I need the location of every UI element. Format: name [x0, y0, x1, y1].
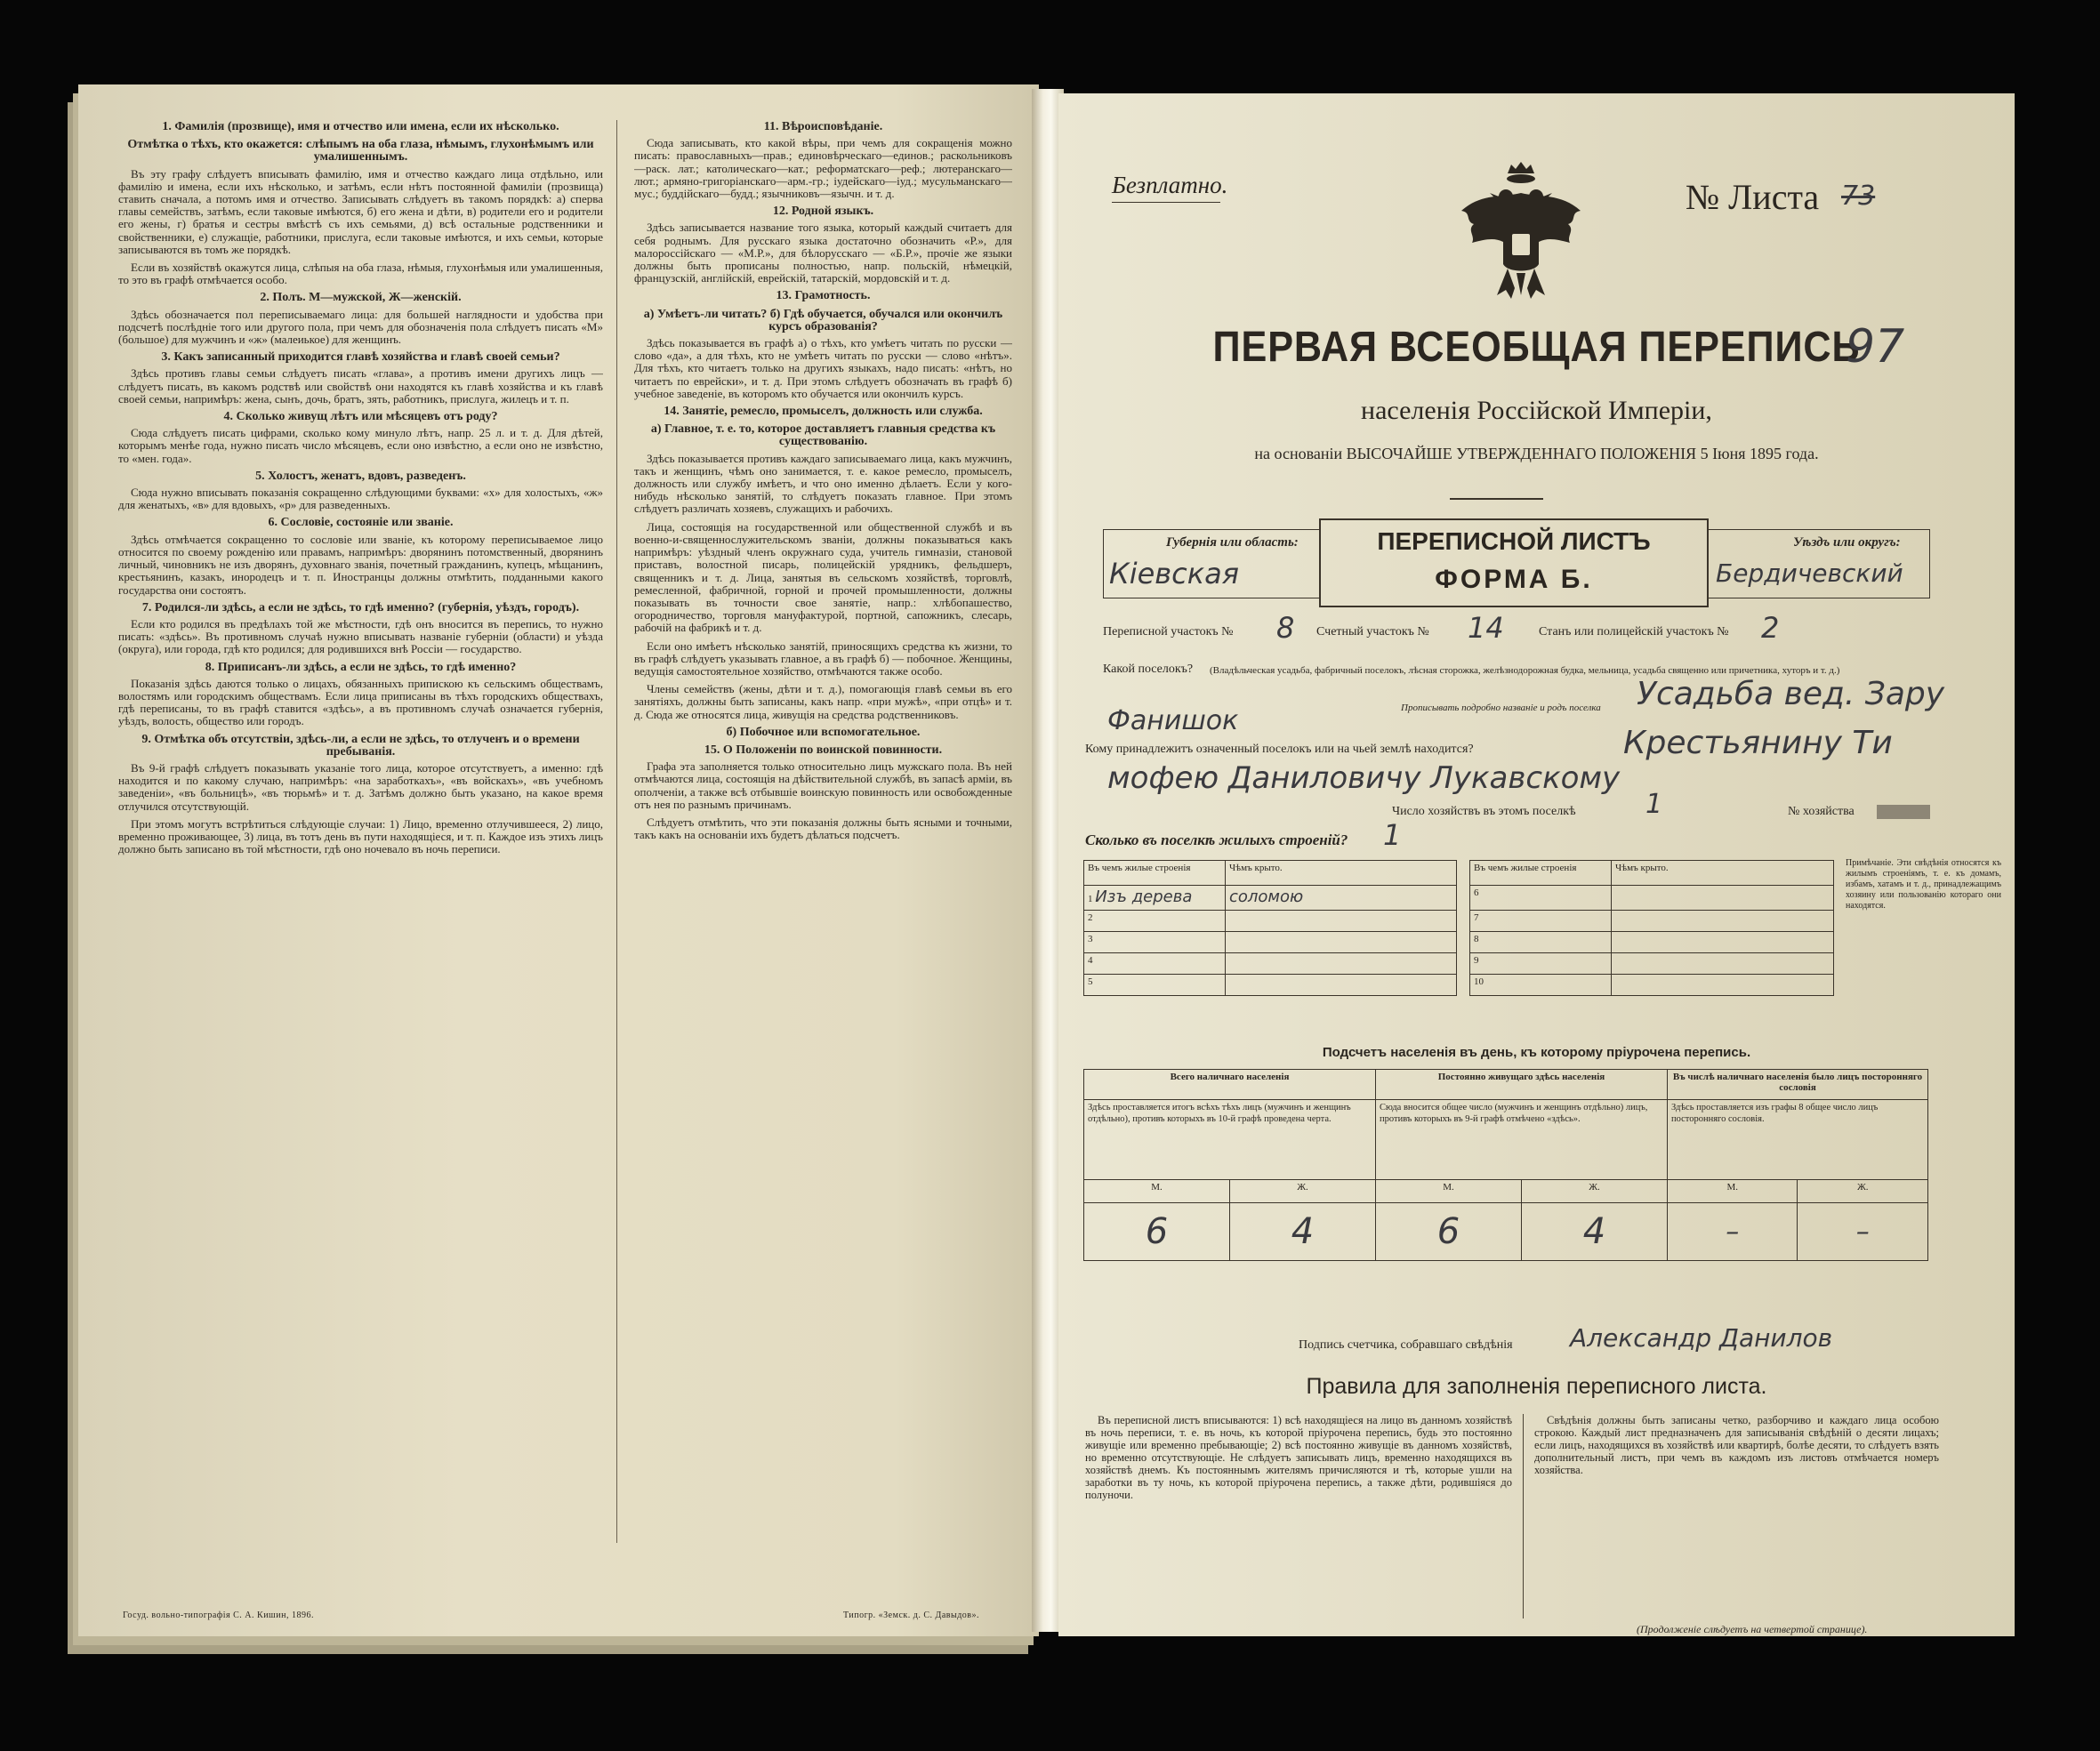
- totals-header-other-class: Въ числѣ наличнаго населенія было лицъ посторонняго сословія: [1668, 1070, 1928, 1100]
- census-section-label: Переписной участокъ №: [1103, 625, 1234, 639]
- instruction-heading: 9. Отмѣтка объ отсутствіи, здѣсь-ли, а если не здѣсь, то отлученъ и о времени пребыванія.: [141, 732, 580, 759]
- instruction-heading: 14. Занятіе, ремесло, промыселъ, должность или служба.: [664, 405, 983, 419]
- instruction-paragraph: При этомъ могутъ встрѣтиться слѣдующіе случаи: 1) Лицо, временно отлучившееся, 2) лицо, временно проживающее, 3) лица, въ тотъ день въ пути находящіеся, и т. п. Каждое изъ этихъ лицъ должно быть записано въ той мѣстности, гдѣ оно ночевало въ ночь переписи.: [118, 816, 603, 856]
- total-permanent-male: 6: [1376, 1203, 1522, 1261]
- form-name: ФОРМА Б.: [1435, 565, 1593, 594]
- instruction-heading: Отмѣтка о тѣхъ, кто окажется: слѣпымъ на оба глаза, нѣмымъ, глухонѣмымъ или умалишеннымъ.: [127, 138, 594, 165]
- instruction-heading: б) Побочное или вспомогательное.: [726, 725, 921, 739]
- total-present-female: 4: [1230, 1203, 1376, 1261]
- bldg-col-roof: Чѣмъ крыто.: [1612, 861, 1834, 886]
- instruction-heading: 3. Какъ записанный приходится главѣ хозяйства и главѣ своей семьи?: [161, 350, 560, 365]
- instructions-column-left: [118, 116, 603, 1583]
- col-male: М.: [1084, 1180, 1230, 1203]
- totals-desc-present: Здѣсь проставляется итогъ всѣхъ тѣхъ лицъ (мужчинъ и женщинъ отдѣльно), противъ которыхъ въ 10-й графѣ проведена черта.: [1084, 1100, 1376, 1180]
- instruction-paragraph: Здѣсь показывается въ графѣ а) о тѣхъ, кто умѣетъ читать по русски — слово «да», а для тѣхъ, кто не умѣетъ читать по русски — слово «нѣтъ». Для тѣхъ, кто читаетъ только на другихъ языкахъ, надо писать: «нѣтъ, но читаетъ по еврейски», и т. д. При этомъ слѣдуетъ обозначать въ графѣ б) учебное заведеніе, въ которомъ кто обучается или окончилъ курсъ.: [634, 336, 1012, 400]
- owner-label: Кому принадлежитъ означенный поселокъ или на чьей землѣ находится?: [1085, 743, 1474, 756]
- total-other-class-female: –: [1798, 1203, 1928, 1261]
- column-divider: [616, 120, 617, 1543]
- instruction-paragraph: Если оно имѣетъ нѣсколько занятій, приносящихъ средства къ жизни, то въ графѣ слѣдуетъ указывать главное, а въ графѣ б) — побочное. Женщины, ведущія самостоятельное хозяйство, отмѣчаются также особо.: [634, 639, 1012, 678]
- instruction-paragraph: Здѣсь записывается название того языка, который каждый считаетъ для себя роднымъ. Для русскаго языка достаточно обозначить «Р.», для малороссійскаго — «М.Р.», для бѣлорусскаго — «Б.Р.», прочіе же языки должны быть прописаны полностью, напр. польскій, нѣмецкій, французскій, англійскій, еврейскій, татарскій, мордовскій и т. д.: [634, 221, 1012, 285]
- instruction-heading: 6. Сословіе, состояніе или званіе.: [268, 516, 454, 530]
- instruction-heading: 15. О Положеніи по воинской повинности.: [704, 743, 943, 757]
- imperial-eagle-icon: [1454, 157, 1588, 309]
- instruction-paragraph: Графа эта заполняется только относительно лицъ мужскаго пола. Въ ней отмѣчаются лица, состоящія на дѣйствительной службѣ, въ запасѣ армiи, въ ополченіи, а также всѣ отбывшіе воинскую повинность или освобожденные отъ нея по разнымъ причинамъ.: [634, 759, 1012, 811]
- household-number-redacted: [1877, 805, 1930, 819]
- total-other-class-male: –: [1668, 1203, 1798, 1261]
- free-label: Безплатно.: [1112, 172, 1228, 198]
- instruction-paragraph: Если кто родился въ предѣлахъ той же мѣстности, гдѣ онъ вносится въ перепись, то нужно писать: «здѣсь». Въ противномъ случаѣ нужно вписывать названіе губерніи (области) и уѣзда (округа), или города, гдѣ кто родился; для родившихся внѣ Россіи — государство.: [118, 616, 603, 656]
- instruction-paragraph: Здѣсь противъ главы семьи слѣдуетъ писать «глава», а противъ имени другихъ лицъ — слѣдуетъ писать, въ какомъ родствѣ или свойствѣ они находятся къ главѣ хозяйства и къ главѣ своей семьи, напримѣръ: жена, сынъ, дочь, братъ, зять, работникъ, прислуга, жилецъ и т. п.: [118, 366, 603, 406]
- instruction-paragraph: Если въ хозяйствѣ окажутся лица, слѣпыя на оба глаза, нѣмыя, глухонѣмыя или умалишенныя, то это въ графѣ отмѣчается особо.: [118, 261, 603, 287]
- left-page-instructions: [78, 84, 1039, 1636]
- district-label: Уѣздъ или округъ:: [1793, 535, 1901, 550]
- col-male: М.: [1376, 1180, 1522, 1203]
- settlement-label: Какой поселокъ?: [1103, 663, 1194, 676]
- sheet-number-value: 73: [1841, 181, 1876, 212]
- instruction-paragraph: Сюда записывать, кто какой вѣры, при чемъ для сокращенія можно писать: православныхъ—прав.; единовѣрческаго—единов.; раскольниковъ—раск. лат.; католическаго—кат.; реформатскаго—реф.; лютеранскаго—лют.; армяно-григоріанскаго—арм.-гр.; іудейскаго—іуд.; мусульманскаго—мус.; буддійскаго—будд.; язычниковъ—язычн. и т. д.: [634, 136, 1012, 201]
- printer-note-left: Госуд. вольно-типографія С. А. Кишин, 1896.: [123, 1610, 314, 1620]
- rules-continued-note: (Продолженіе слѣдуетъ на четвертой странице).: [1637, 1623, 1868, 1635]
- bldg-row-num: 2: [1084, 911, 1226, 932]
- totals-header-permanent: Постоянно живущаго здѣсь населенія: [1376, 1070, 1668, 1100]
- households-label: Число хозяйствъ въ этомъ поселкѣ: [1392, 805, 1576, 818]
- buildings-note: Примѣчаніе. Эти свѣдѣнія относятся къ жилымъ строеніямъ, т. е. къ домамъ, избамъ, хатамъ и т. д., принадлежащимъ хозяину или пользованію котораго они находятся.: [1846, 858, 2001, 911]
- bldg-row-num: 9: [1470, 953, 1612, 975]
- buildings-table-left: [1083, 860, 1457, 996]
- total-present-male: 6: [1084, 1203, 1230, 1261]
- buildings-value: 1: [1383, 818, 1402, 852]
- rules-column-right: [1534, 1414, 1939, 1601]
- form-title-box: [1319, 518, 1709, 607]
- instruction-heading: 7. Родился-ли здѣсь, а если не здѣсь, то гдѣ именно? (губернія, уѣздъ, городъ).: [141, 600, 580, 614]
- bldg-col-roof: Чѣмъ крыто.: [1226, 861, 1457, 886]
- province-value: Кiевская: [1109, 557, 1239, 590]
- settlement-hint-2: Прописывать подробно названіе и родъ поселка: [1401, 703, 1601, 713]
- bldg-col-material: Въ чемъ жилые строенія: [1470, 861, 1612, 886]
- instruction-paragraph: Сюда слѣдуетъ писать цифрами, сколько кому минуло лѣтъ, напр. 25 л. и т. д. Для дѣтей, которымъ менѣе года, нужно писать число мѣсяцевъ, если оно извѣстно, а если оно не извѣстно, то «мен. года».: [118, 426, 603, 465]
- total-permanent-female: 4: [1522, 1203, 1668, 1261]
- bldg-row-num: 8: [1470, 932, 1612, 953]
- col-female: Ж.: [1522, 1180, 1668, 1203]
- instruction-paragraph: Здѣсь показывается противъ каждаго записываемаго лица, какъ мужчинъ, такъ и женщинъ, чѣмъ оно занимается, т. е. какое ремесло, промыселъ, должность или службу имѣетъ, и что оно именно дѣлаетъ. Если у кого-нибудь нѣсколько занятій, то слѣдуетъ показать главное. При этомъ слѣдуетъ различать хозяевъ, служащихъ и рабочихъ.: [634, 451, 1012, 516]
- totals-header-present: Всего наличнаго населенія: [1084, 1070, 1376, 1100]
- households-value: 1: [1645, 789, 1663, 820]
- bldg-row1-material: Изъ дерева: [1095, 888, 1193, 906]
- sheet-number-label: № Листа: [1686, 177, 1820, 217]
- instructions-column-right: [634, 116, 1012, 1538]
- district-value: Бердичевский: [1716, 558, 1903, 588]
- census-subtitle: населенія Россійской Имперіи,: [1361, 396, 1712, 425]
- police-section-label: Станъ или полицейскій участокъ №: [1539, 625, 1729, 639]
- instruction-paragraph: Слѣдуетъ отмѣтить, что эти показанія должны быть ясными и точными, такъ какъ на основаніи ихъ будетъ дѣлаться подсчетъ.: [634, 815, 1012, 842]
- instruction-heading: 1. Фамилія (прозвище), имя и отчество или имена, если их нѣсколько.: [162, 120, 559, 133]
- col-male: М.: [1668, 1180, 1798, 1203]
- instruction-paragraph: Здѣсь отмѣчается сокращенно то сословіе или званіе, къ которому переписываемое лицо относится по своему рожденію или правамъ, напримѣръ: дворянинъ потомственный, дворянинъ личный, чиновникъ не изъ дворянъ, духовнаго званія, почетный гражданинъ, купецъ, мѣщанинъ, крестьянинъ, казакъ, инородецъ и т. п. Иностранцы должны отмѣтить, подданными какого государства они состоятъ.: [118, 532, 603, 597]
- rules-left-text: Въ переписной листъ вписываются: 1) всѣ находящіеся на лицо въ данномъ хозяйствѣ въ ночь переписи, т. е. въ ночь, къ которой пріурочена перепись, будь это постоянно живущіе или временно пребывающіе; 2) всѣ постоянно живущіе въ данномъ хозяйствѣ, но временно отсутствующіе. Не слѣдуетъ записывать лицъ, временно находящихся въ хозяйствѣ днемъ. Къ постояннымъ жителямъ причисляются и тѣ, которые ушли на заработки въ ту ночь, къ которой пріурочена перепись, а также дѣти, родившіяся до полуночи.: [1085, 1414, 1512, 1501]
- bldg-row-num: 3: [1084, 932, 1226, 953]
- rules-title: Правила для заполненія переписного листа.: [1306, 1374, 1767, 1399]
- buildings-label: Сколько въ поселкѣ жилыхъ строеній?: [1085, 831, 1348, 848]
- counter-signature-label: Подпись счетчика, собравшаго свѣдѣнія: [1299, 1338, 1513, 1352]
- census-title-text: ПЕРВАЯ ВСЕОБЩАЯ ПЕРЕПИСЬ: [1212, 324, 1861, 371]
- instruction-heading: 12. Родной языкъ.: [772, 205, 874, 219]
- instruction-heading: 8. Приписанъ-ли здѣсь, а если не здѣсь, то гдѣ именно?: [205, 660, 517, 674]
- instruction-paragraph: Въ 9-й графѣ слѣдуетъ показывать указаніе того лица, которое отсутствуетъ, а именно: гдѣ находится и по какому случаю, напримѣръ: «на заработкахъ», «въ войскахъ», «въ учебномъ заведеніи», «въ больницѣ», «въ тюрьмѣ» и т. д. Затѣмъ должно быть указано, на какое время отлучился отсутствующій.: [118, 760, 603, 813]
- population-totals-table: [1083, 1069, 1928, 1261]
- totals-desc-permanent: Сюда вносится общее число (мужчинъ и женщинъ отдѣльно) лицъ, противъ которыхъ въ 9-й графѣ отмѣчено «здѣсь».: [1376, 1100, 1668, 1180]
- instruction-paragraph: Здѣсь обозначается пол переписываемаго лица: для большей наглядности и удобства при подсчетѣ послѣдніе того или другого пола, при чемъ для обозначенія пола слѣдуетъ писать «М» (большое) для мужчинъ и «ж» (малеиькое) для женщинъ.: [118, 307, 603, 347]
- instruction-paragraph: Сюда нужно вписывать показанія сокращенно слѣдующими буквами: «х» для холостыхъ, «ж» для женатыхъ, «в» для вдовыхъ, «р» для разведенныхъ.: [118, 486, 603, 512]
- free-label-underline: [1112, 202, 1220, 203]
- instruction-heading: 2. Полъ. М—мужской, Ж—женскій.: [260, 291, 462, 305]
- bldg-row-num: 4: [1084, 953, 1226, 975]
- instruction-heading: а) Умѣетъ-ли читать? б) Гдѣ обучается, обучался или окончилъ курсъ образованія?: [643, 307, 1003, 333]
- totals-title: Подсчетъ населенія въ день, къ которому пріурочена перепись.: [1322, 1045, 1751, 1060]
- col-female: Ж.: [1230, 1180, 1376, 1203]
- handwritten-sheet-count: 97: [1846, 320, 1905, 373]
- totals-desc-other-class: Здѣсь проставляется изъ графы 8 общее число лицъ посторонняго сословія.: [1668, 1100, 1928, 1180]
- district-box: [1708, 529, 1930, 598]
- settlement-value-1: Усадьба вед. Зару: [1637, 676, 1945, 712]
- census-legal-basis: на основаніи ВЫСОЧАЙШЕ УТВЕРЖДЕННАГО ПОЛОЖЕНІЯ 5 Іюня 1895 года.: [1254, 445, 1819, 462]
- household-number-label: № хозяйства: [1788, 805, 1855, 818]
- bldg-row-num: 1: [1088, 894, 1093, 904]
- instruction-heading: а) Главное, т. е. то, которое доставляетъ главныя средства къ существованію.: [650, 422, 996, 449]
- instruction-heading: 5. Холостъ, женатъ, вдовъ, разведенъ.: [255, 469, 466, 483]
- rules-right-text: Свѣдѣнія должны быть записаны четко, разборчиво и каждаго лица особою строкою. Каждый лист предназначенъ для записыванія свѣдѣній о десяти лицахъ; если лицъ, находящихся въ хозяйствѣ или квартирѣ, болѣе десяти, то слѣдуетъ взять дополнительный листъ, при чемъ въ каждомъ изъ листовъ отмѣчается номеръ хозяйства.: [1534, 1414, 1939, 1476]
- rules-divider: [1523, 1414, 1524, 1618]
- instruction-heading: 13. Грамотность.: [776, 289, 871, 303]
- title-rule: [1450, 498, 1543, 500]
- settlement-value-2: Фанишок: [1107, 705, 1239, 736]
- owner-value-2: мофею Даниловичу Лукавскому: [1107, 760, 1621, 796]
- bldg-row-num: 5: [1084, 975, 1226, 996]
- bldg-row1-roof: соломою: [1229, 888, 1304, 906]
- bldg-row-num: 7: [1470, 911, 1612, 932]
- instruction-paragraph: Показанія здѣсь даются только о лицахъ, обязанныхъ припискою къ сельскимъ обществамъ, волостямъ или городскимъ обществамъ. Если лица приписаны въ тѣхъ городскихъ обществахъ, гдѣ переписаны, то въ графѣ ставится «здѣсь», а въ противномъ случаѣ означается губернія, уѣздъ, волость, общество или городъ.: [118, 676, 603, 728]
- police-section-value: 2: [1761, 611, 1780, 645]
- buildings-table-right: [1469, 860, 1834, 996]
- counting-section-value: 14: [1468, 611, 1504, 645]
- instruction-paragraph: Лица, состоящія на государственной или общественной службѣ и въ военно-и-священнослужительскомъ званіи, должны показываться какъ напримѣръ: уѣздный членъ окружнаго суда, учитель гимназіи, становой приставъ, волостной писарь, полицейскій урядникъ, фельдшеръ, священникъ и т. д. Лица, занятыя въ сельскомъ хозяйствѣ, торговлѣ, ремесленной, фабричной, горной и прочей промышленности, должны показывать въ точности свое занятіе, напр.: хлѣбопашество, огородничество, торговля мануфактурой, портной, сапожникъ, слесарь, рабочій на фабрикѣ и т. д.: [634, 519, 1012, 635]
- counter-signature-value: Александр Данилов: [1570, 1323, 1833, 1353]
- col-female: Ж.: [1798, 1180, 1928, 1203]
- instruction-heading: 11. Вѣроисповѣданіе.: [763, 120, 883, 133]
- census-form-page: [1058, 93, 2015, 1636]
- rules-column-left: [1085, 1414, 1512, 1623]
- province-label: Губернія или область:: [1166, 535, 1299, 550]
- form-title: ПЕРЕПИСНОЙ ЛИСТЪ: [1377, 527, 1651, 555]
- printer-note-right: Типогр. «Земск. д. С. Давыдов».: [843, 1610, 980, 1620]
- instruction-heading: 4. Сколько живущ лѣтъ или мѣсяцевъ отъ роду?: [223, 410, 498, 424]
- bldg-col-material: Въ чемъ жилые строенія: [1084, 861, 1226, 886]
- owner-value-1: Крестьянину Ти: [1623, 725, 1893, 761]
- counting-section-label: Счетный участокъ №: [1316, 625, 1429, 639]
- settlement-hint: (Владѣльческая усадьба, фабричный поселокъ, лѣсная сторожка, желѣзнодорожная будка, мельница, усадьба священно или причетника, хуторъ и т. д.): [1210, 665, 1840, 676]
- bldg-row-num: 6: [1470, 886, 1612, 911]
- bldg-row-num: 10: [1470, 975, 1612, 996]
- instruction-paragraph: Въ эту графу слѣдуетъ вписывать фамилію, имя и отчество каждаго лица отдѣльно, или фамилію и имена, если ихъ нѣсколько, и затѣмъ, если нѣтъ постоянной фамиліи (прозвища) ставить сначала, а потомъ имя и отчество. Записывать слѣдуетъ въ такомъ порядкѣ: а) сперва главы семействъ, затѣмъ, если таковые имѣются, б) его жена и дѣти, в) родители его и родители его жены, г) братья и сестры вмѣстѣ съ ихъ семьями, д) всѣ остальные родственники и свойственники, е) служащіе, работники, прислуга, если таковые имѣются, и ихъ семьи, которые записываются въ томъ же порядкѣ.: [118, 166, 603, 256]
- census-section-value: 8: [1276, 611, 1295, 645]
- instruction-paragraph: Члены семействъ (жены, дѣти и т. д.), помогающія главѣ семьи въ его занятіяхъ, должны быть записаны, какъ напр. «при мужѣ», «при отцѣ» и т. д. Сюда же относятся лица, живущія на средства родственниковъ.: [634, 682, 1012, 721]
- province-box: [1103, 529, 1321, 598]
- census-title: [1106, 323, 1967, 372]
